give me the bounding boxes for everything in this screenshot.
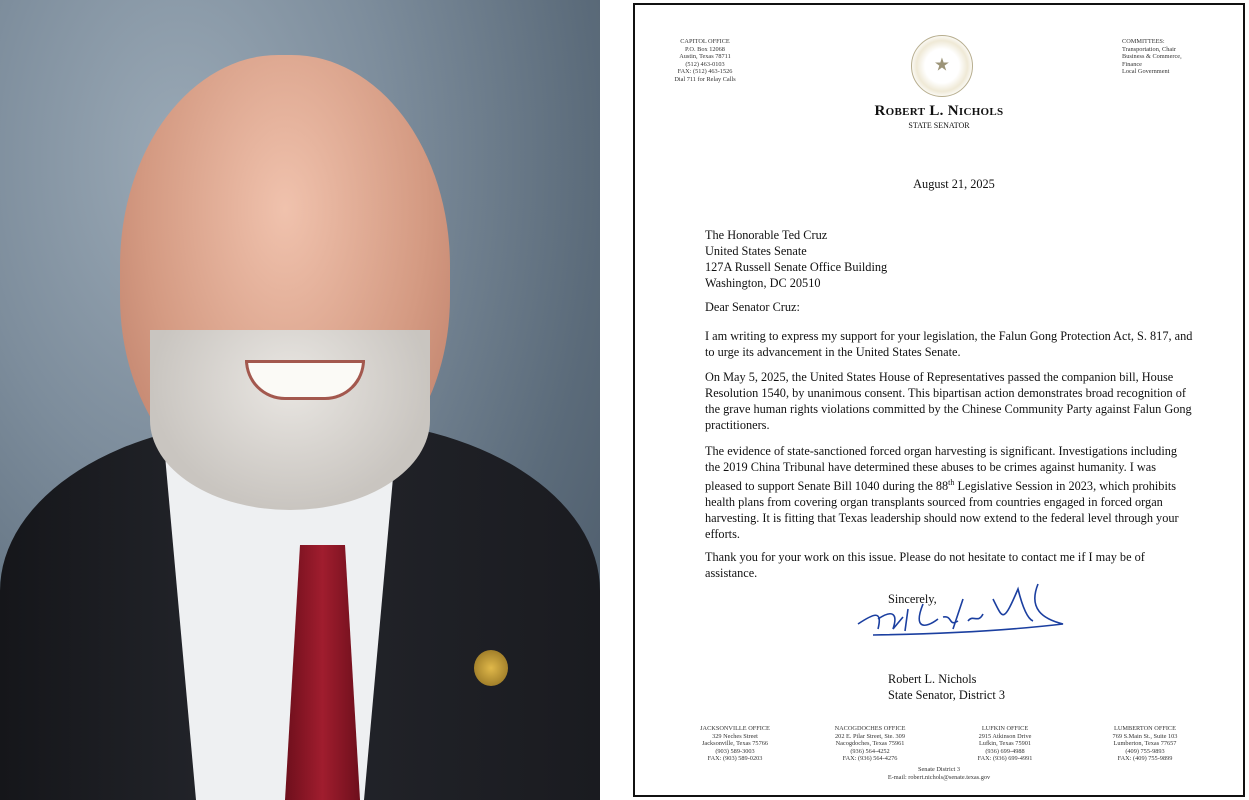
line: P.O. Box 12068 [685, 45, 725, 53]
line: LUMBERTON OFFICE [1114, 725, 1176, 732]
text: Legislative Session in 2023, which prohibits health plans from covering organ transplants sourced from countries engaged in forced organ harvesting. It is fitting that Texas leadership should now extend to the federal level through your efforts. [705, 479, 1179, 542]
portrait-photo [0, 0, 600, 800]
letter-date: August 21, 2025 [913, 177, 995, 191]
line: Jacksonville, Texas 75766 [701, 740, 769, 748]
line: (936) 699-4988 [985, 747, 1025, 755]
signature [853, 579, 1073, 649]
text: The evidence of state-sanctioned forced organ harvesting is significant. Investigations including the 2019 China Tribunal have determined these abuses to be crimes against humanity. I was pleased to support Senate Bill 1040 during the 88 [705, 444, 1178, 494]
letter [633, 3, 1245, 797]
texas-seal [911, 35, 973, 97]
recipient-address [705, 227, 1195, 291]
line: LUFKIN OFFICE [981, 725, 1029, 732]
line: Transportation, Chair [1122, 45, 1176, 53]
capitol-office [665, 38, 745, 84]
senator-title: STATE SENATOR [908, 121, 970, 130]
office-lumberton [1085, 725, 1205, 763]
line: (409) 755-9893 [1125, 747, 1165, 755]
salutation: Dear Senator Cruz: [705, 300, 800, 314]
paragraph-4: Thank you for your work on this issue. Please do not hesitate to contact me if I may be of assistance. [705, 550, 1145, 580]
office-jacksonville [675, 725, 795, 763]
line: Lumberton, Texas 77657 [1113, 740, 1177, 748]
paragraph-2: On May 5, 2025, the United States House of Representatives passed the companion bill, House Resolution 1540, by unanimous consent. This bipartisan action demonstrates broad recognition of the grave human rights violations committed by the Chinese Community Party against Falun Gong practitioners. [705, 370, 1192, 432]
line: FAX: (512) 463-1526 [677, 68, 733, 76]
line: Local Government [1122, 68, 1170, 76]
line: Washington, DC 20510 [705, 276, 821, 290]
signer-block [888, 671, 1088, 703]
line: NACOGDOCHES OFFICE [834, 725, 906, 732]
line: 769 S.Main St., Suite 103 [1112, 732, 1178, 740]
superscript: th [948, 478, 955, 487]
line: FAX: (936) 699-4991 [977, 755, 1033, 763]
line: COMMITTEES: [1122, 38, 1165, 45]
senator-name: Robert L. Nichols [874, 103, 1004, 119]
line: Finance [1122, 60, 1142, 68]
line: United States Senate [705, 244, 807, 258]
signer-title: State Senator, District 3 [888, 688, 1005, 702]
line: 202 E. Pilar Street, Ste. 309 [835, 732, 905, 740]
line: 127A Russell Senate Office Building [705, 260, 888, 274]
paragraph-1: I am writing to express my support for your legislation, the Falun Gong Protection Act, S. 817, and to urge its advancement in the United States Senate. [705, 329, 1193, 359]
office-nacogdoches [810, 725, 930, 763]
line: 2915 Atkinson Drive [978, 732, 1032, 740]
line: 329 Neches Street [712, 732, 758, 740]
line: Nacogdoches, Texas 75961 [835, 740, 905, 748]
district: Senate District 3 [918, 766, 960, 773]
line: CAPITOL OFFICE [680, 38, 730, 45]
line: FAX: (936) 564-4276 [842, 755, 898, 763]
line: Austin, Texas 78711 [679, 53, 731, 61]
paragraph-3 [705, 443, 1195, 542]
line: (512) 463-0103 [685, 60, 725, 68]
line: Business & Commerce, [1122, 53, 1182, 61]
lapel-pin [474, 650, 508, 686]
closing: Sincerely, [888, 592, 937, 606]
signer-name: Robert L. Nichols [888, 672, 977, 686]
email: E-mail: robert.nichols@senate.texas.gov [887, 773, 991, 781]
line: (936) 564-4252 [850, 747, 890, 755]
footer-contact [635, 766, 1243, 781]
line: JACKSONVILLE OFFICE [700, 725, 770, 732]
line: The Honorable Ted Cruz [705, 228, 828, 242]
line: (903) 589-3003 [715, 747, 755, 755]
office-lufkin [945, 725, 1065, 763]
line: FAX: (409) 755-9899 [1117, 755, 1173, 763]
line: Dial 711 for Relay Calls [674, 75, 736, 83]
beard [150, 330, 430, 510]
star-icon: ★ [933, 54, 951, 75]
committees [1122, 38, 1222, 76]
line: Lufkin, Texas 75901 [978, 740, 1032, 748]
line: FAX: (903) 589-0203 [707, 755, 763, 763]
